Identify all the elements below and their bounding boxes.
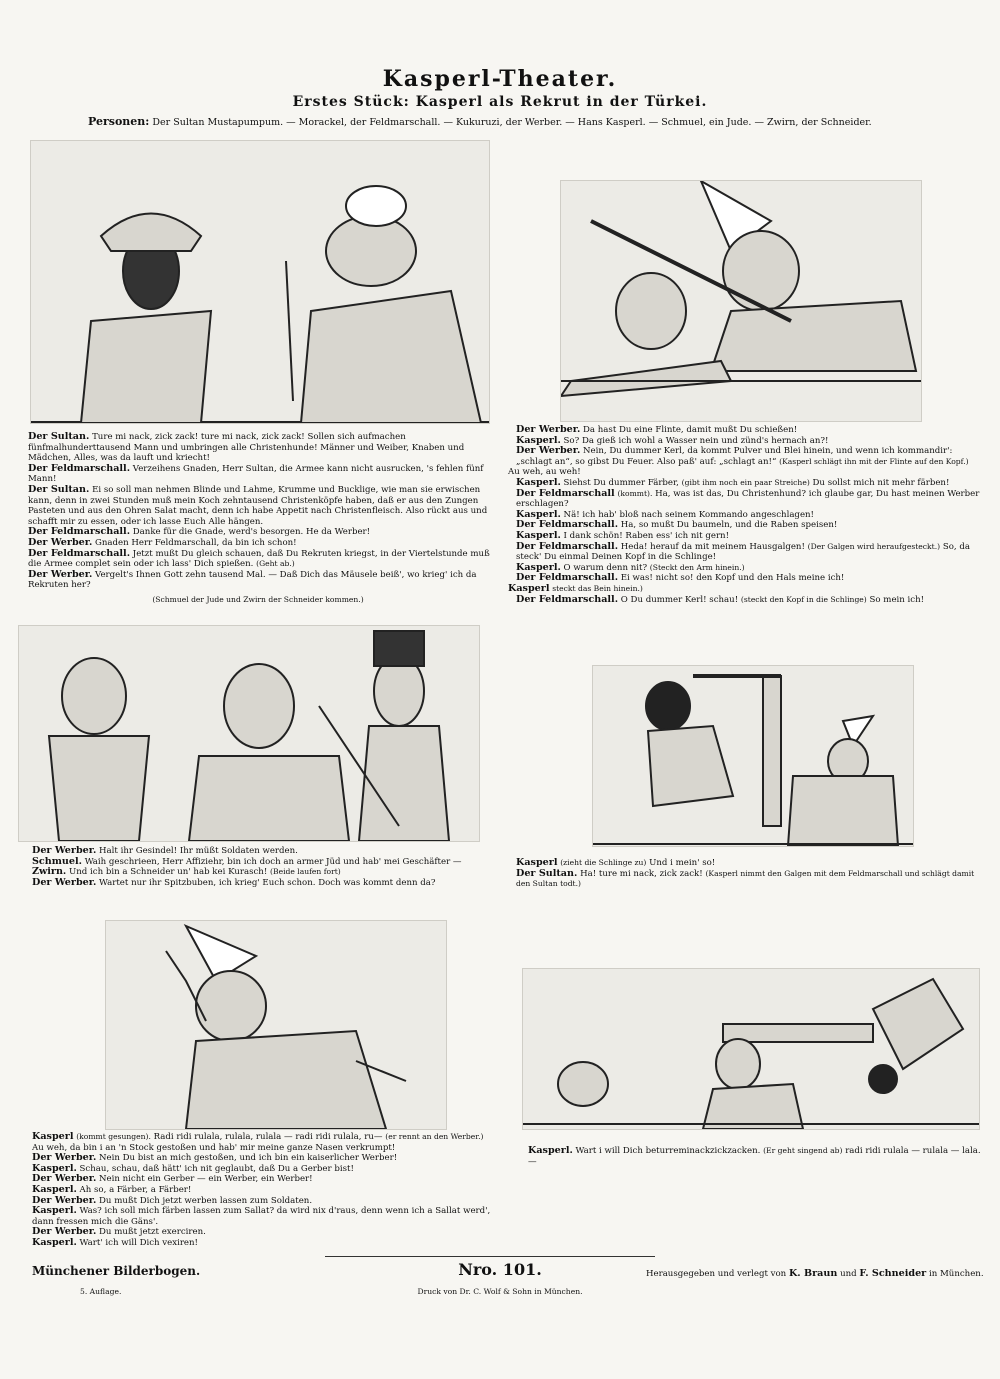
publisher-line: Herausgegeben und verlegt von K. Braun und F. Schneider in München. [646, 1268, 984, 1279]
dialogue-line: Au weh, au weh! [508, 467, 581, 478]
dialogue-line: Zwirn. Und ich bin a Schneider un' hab kei Kurasch! (Beide laufen fort) [32, 866, 341, 878]
cast-text: Der Sultan Mustapumpum. — Morackel, der Feldmarschall. — Kukuruzi, der Werber. — Hans Kasperl. — Schmuel, ein Jude. — Zwirn, der Schneider. [152, 117, 872, 128]
dialogue-scene-1 [20, 432, 496, 606]
dialogue-line: Der Werber. Nein nicht ein Gerber — ein Werber, ein Werber! [32, 1173, 313, 1185]
puppet-drawing [561, 181, 921, 421]
illustration-kasperl-triumph [522, 968, 980, 1130]
dialogue-scene-2 [32, 846, 492, 888]
dialogue-line: Der Werber. Vergelt's Ihnen Gott zehn tausend Mal. — Daß Dich das Mäusele beiß', wo krieg' ich da Rekruten her? [28, 568, 477, 591]
dialogue-scene-5 [508, 858, 988, 890]
dialogue-line: Schmuel. Waih geschrieen, Herr Affiziehr, bin ich doch an armer Jüd und hab' mei Geschäfter — [32, 855, 462, 867]
publication-name: Münchener Bilderbogen. [32, 1264, 201, 1278]
dialogue-line: Kasperl. Ah so, a Färber, a Färber! [32, 1183, 192, 1195]
illustration-kasperl-singing [105, 920, 447, 1130]
dialogue-line: Kasperl steckt das Bein hinein.) [508, 582, 643, 594]
dialogue-line: Der Feldmarschall. Ha, so mußt Du baumeln, und die Raben speisen! [516, 519, 838, 531]
dialogue-line: Der Feldmarschall. Danke für die Gnade, werd's besorgen. He da Werber! [28, 526, 371, 538]
cast-list [88, 115, 948, 128]
dialogue-line: Der Werber. Du mußt Dich jetzt werben lassen zum Soldaten. [32, 1194, 313, 1206]
dialogue-line: Der Feldmarschall (kommt). Ha, was ist das, Du Christenhund? ich glaube gar, Du hast meinen Werber erschlagen? [516, 487, 980, 510]
illustration-gallows [592, 665, 914, 847]
page-title: Kasperl-Theater. [382, 66, 618, 92]
dialogue-line: Kasperl. Wart i will Dich beturreminackzickzacken. (Er geht singend ab) radi ridi rulala — rulala — lala. — [528, 1145, 981, 1167]
dialogue-line: Der Werber. Du mußt jetzt exerciren. [32, 1226, 206, 1238]
dialogue-line: Der Feldmarschall. Ei was! nicht so! den Kopf und den Hals meine ich! [516, 572, 845, 584]
dialogue-line: Der Werber. Halt ihr Gesindel! Ihr müßt Soldaten werden. [32, 845, 298, 856]
dialogue-line: Der Werber. Wartet nur ihr Spitzbuben, ich krieg' Euch schon. Doch was kommt denn da? [32, 876, 436, 888]
puppet-drawing [31, 141, 489, 423]
dialogue-line: Der Feldmarschall. Jetzt mußt Du gleich schauen, daß Du Rekruten kriegst, in der Viertelstunde muß die Armee complet sein oder ich lass' Dich spießen. (Geht ab.) [28, 547, 490, 570]
puppet-drawing [593, 666, 913, 846]
dialogue-scene-6 [528, 1146, 988, 1167]
dialogue-line: Au weh, da bin i an 'n Stock gestoßen und hab' mir meine ganze Nasen verkrumpt! [32, 1142, 396, 1153]
illustration-kasperl-rifle [560, 180, 922, 422]
dialogue-line: Der Sultan. Ei so soll man nehmen Blinde und Lahme, Krumme und Bucklige, wie man sie erwischen kann, denn in zwei Stunden muß mein Koch zehntausend Christenköpfe haben, daß er aus den Zungen Pasteten und aus den Ohren Salat macht, denn ich habe Appetit nach Christenfleisch. Also rückt aus und schafft mir zu essen, oder ich lasse Euch Alle hängen. [28, 483, 488, 527]
dialogue-line: Kasperl. Nä! ich hab' bloß nach seinem Kommando angeschlagen! [516, 508, 815, 520]
dialogue-line: Der Feldmarschall. O Du dummer Kerl! schau! (steckt den Kopf in die Schlinge) So mein ich! [516, 593, 925, 605]
footer-rule [325, 1256, 655, 1257]
dialogue-line: Kasperl. Wart' ich will Dich vexiren! [32, 1236, 199, 1248]
dialogue-line: Der Werber. Gnaden Herr Feldmarschall, da bin ich schon! [28, 536, 297, 548]
issue-number: Nro. 101. [458, 1260, 542, 1279]
dialogue-line: Der Werber. Nein, Du dummer Kerl, da kommt Pulver und Blei hinein, und wenn ich kommandir': „schlagt an“, so gibst Du Feuer. Also paß' auf: „schlagt an!“ (Kasperl schlägt ihn mit der Flinte auf den Kopf.) [516, 445, 969, 467]
page-subtitle: Erstes Stück: Kasperl als Rekrut in der Türkei. [292, 94, 708, 110]
dialogue-line: Kasperl. So? Da gieß ich wohl a Wasser nein und zünd's hernach an?! [516, 434, 829, 446]
dialogue-scene-3 [32, 1132, 492, 1249]
illustration-recruiter-jew-tailor [18, 625, 480, 842]
dialogue-line: Kasperl (zieht die Schlinge zu) Und i mein' so! [516, 857, 716, 868]
dialogue-line: Kasperl. I dank schön! Raben ess' ich nit gern! [516, 529, 730, 541]
dialogue-line: Der Sultan. Ha! ture mi nack, zick zack! (Kasperl nimmt den Galgen mit dem Feldmarschall und schlägt damit den Sultan todt.) [516, 867, 975, 889]
puppet-drawing [523, 969, 979, 1129]
edition-note: 5. Auflage. [80, 1287, 122, 1296]
dialogue-line: Der Werber. Nein Du bist an mich gestoßen, und ich bin ein kaiserlicher Werber! [32, 1152, 398, 1164]
dialogue-line: Der Sultan. Ture mi nack, zick zack! ture mi nack, zick zack! Sollen sich aufmachen fünfmalhunderttausend Mann und umbringen alle Christenhunde! Männer und Weiber, Knaben und Mädchen, Alles, was da lauft und kriecht! [28, 431, 465, 464]
dialogue-line: Der Feldmarschall. Heda! herauf da mit meinem Hausgalgen! (Der Galgen wird heraufgesteckt.) So, da steck' Du einmal Deinen Kopf in die Schlinge! [516, 540, 970, 563]
dialogue-scene-4 [508, 425, 986, 605]
puppet-drawing [19, 626, 479, 841]
dialogue-line: Kasperl. Was? ich soll mich färben lassen zum Sallat? da wird nix d'raus, denn wenn ich a Sallat werd', dann fressen mich die Gäns'. [32, 1205, 491, 1227]
dialogue-line: Kasperl. O warum denn nit? (Steckt den Arm hinein.) [516, 561, 745, 573]
dialogue-line: Der Werber. Da hast Du eine Flinte, damit mußt Du schießen! [516, 424, 798, 435]
dialogue-line: Kasperl (kommt gesungen). Radi ridi rulala, rulala, rulala — radi ridi rulala, ru— (er rennt an den Werber.) [32, 1131, 484, 1142]
cast-label: Personen: [88, 115, 150, 128]
printer-note: Druck von Dr. C. Wolf & Sohn in München. [417, 1287, 583, 1296]
dialogue-line: Kasperl. Schau, schau, daß hätt' ich nit geglaubt, daß Du a Gerber bist! [32, 1162, 354, 1174]
stage-direction: (Schmuel der Jude und Zwirn der Schneider kommen.) [152, 594, 364, 604]
puppet-drawing [106, 921, 446, 1129]
illustration-sultan-marshal [30, 140, 490, 424]
dialogue-line: Der Feldmarschall. Verzeihens Gnaden, Herr Sultan, die Armee kann nicht ausrucken, 's fehlen fünf Mann! [28, 462, 484, 485]
dialogue-line: Kasperl. Siehst Du dummer Färber, (gibt ihm noch ein paar Streiche) Du sollst mich nit mehr färben! [516, 476, 950, 488]
